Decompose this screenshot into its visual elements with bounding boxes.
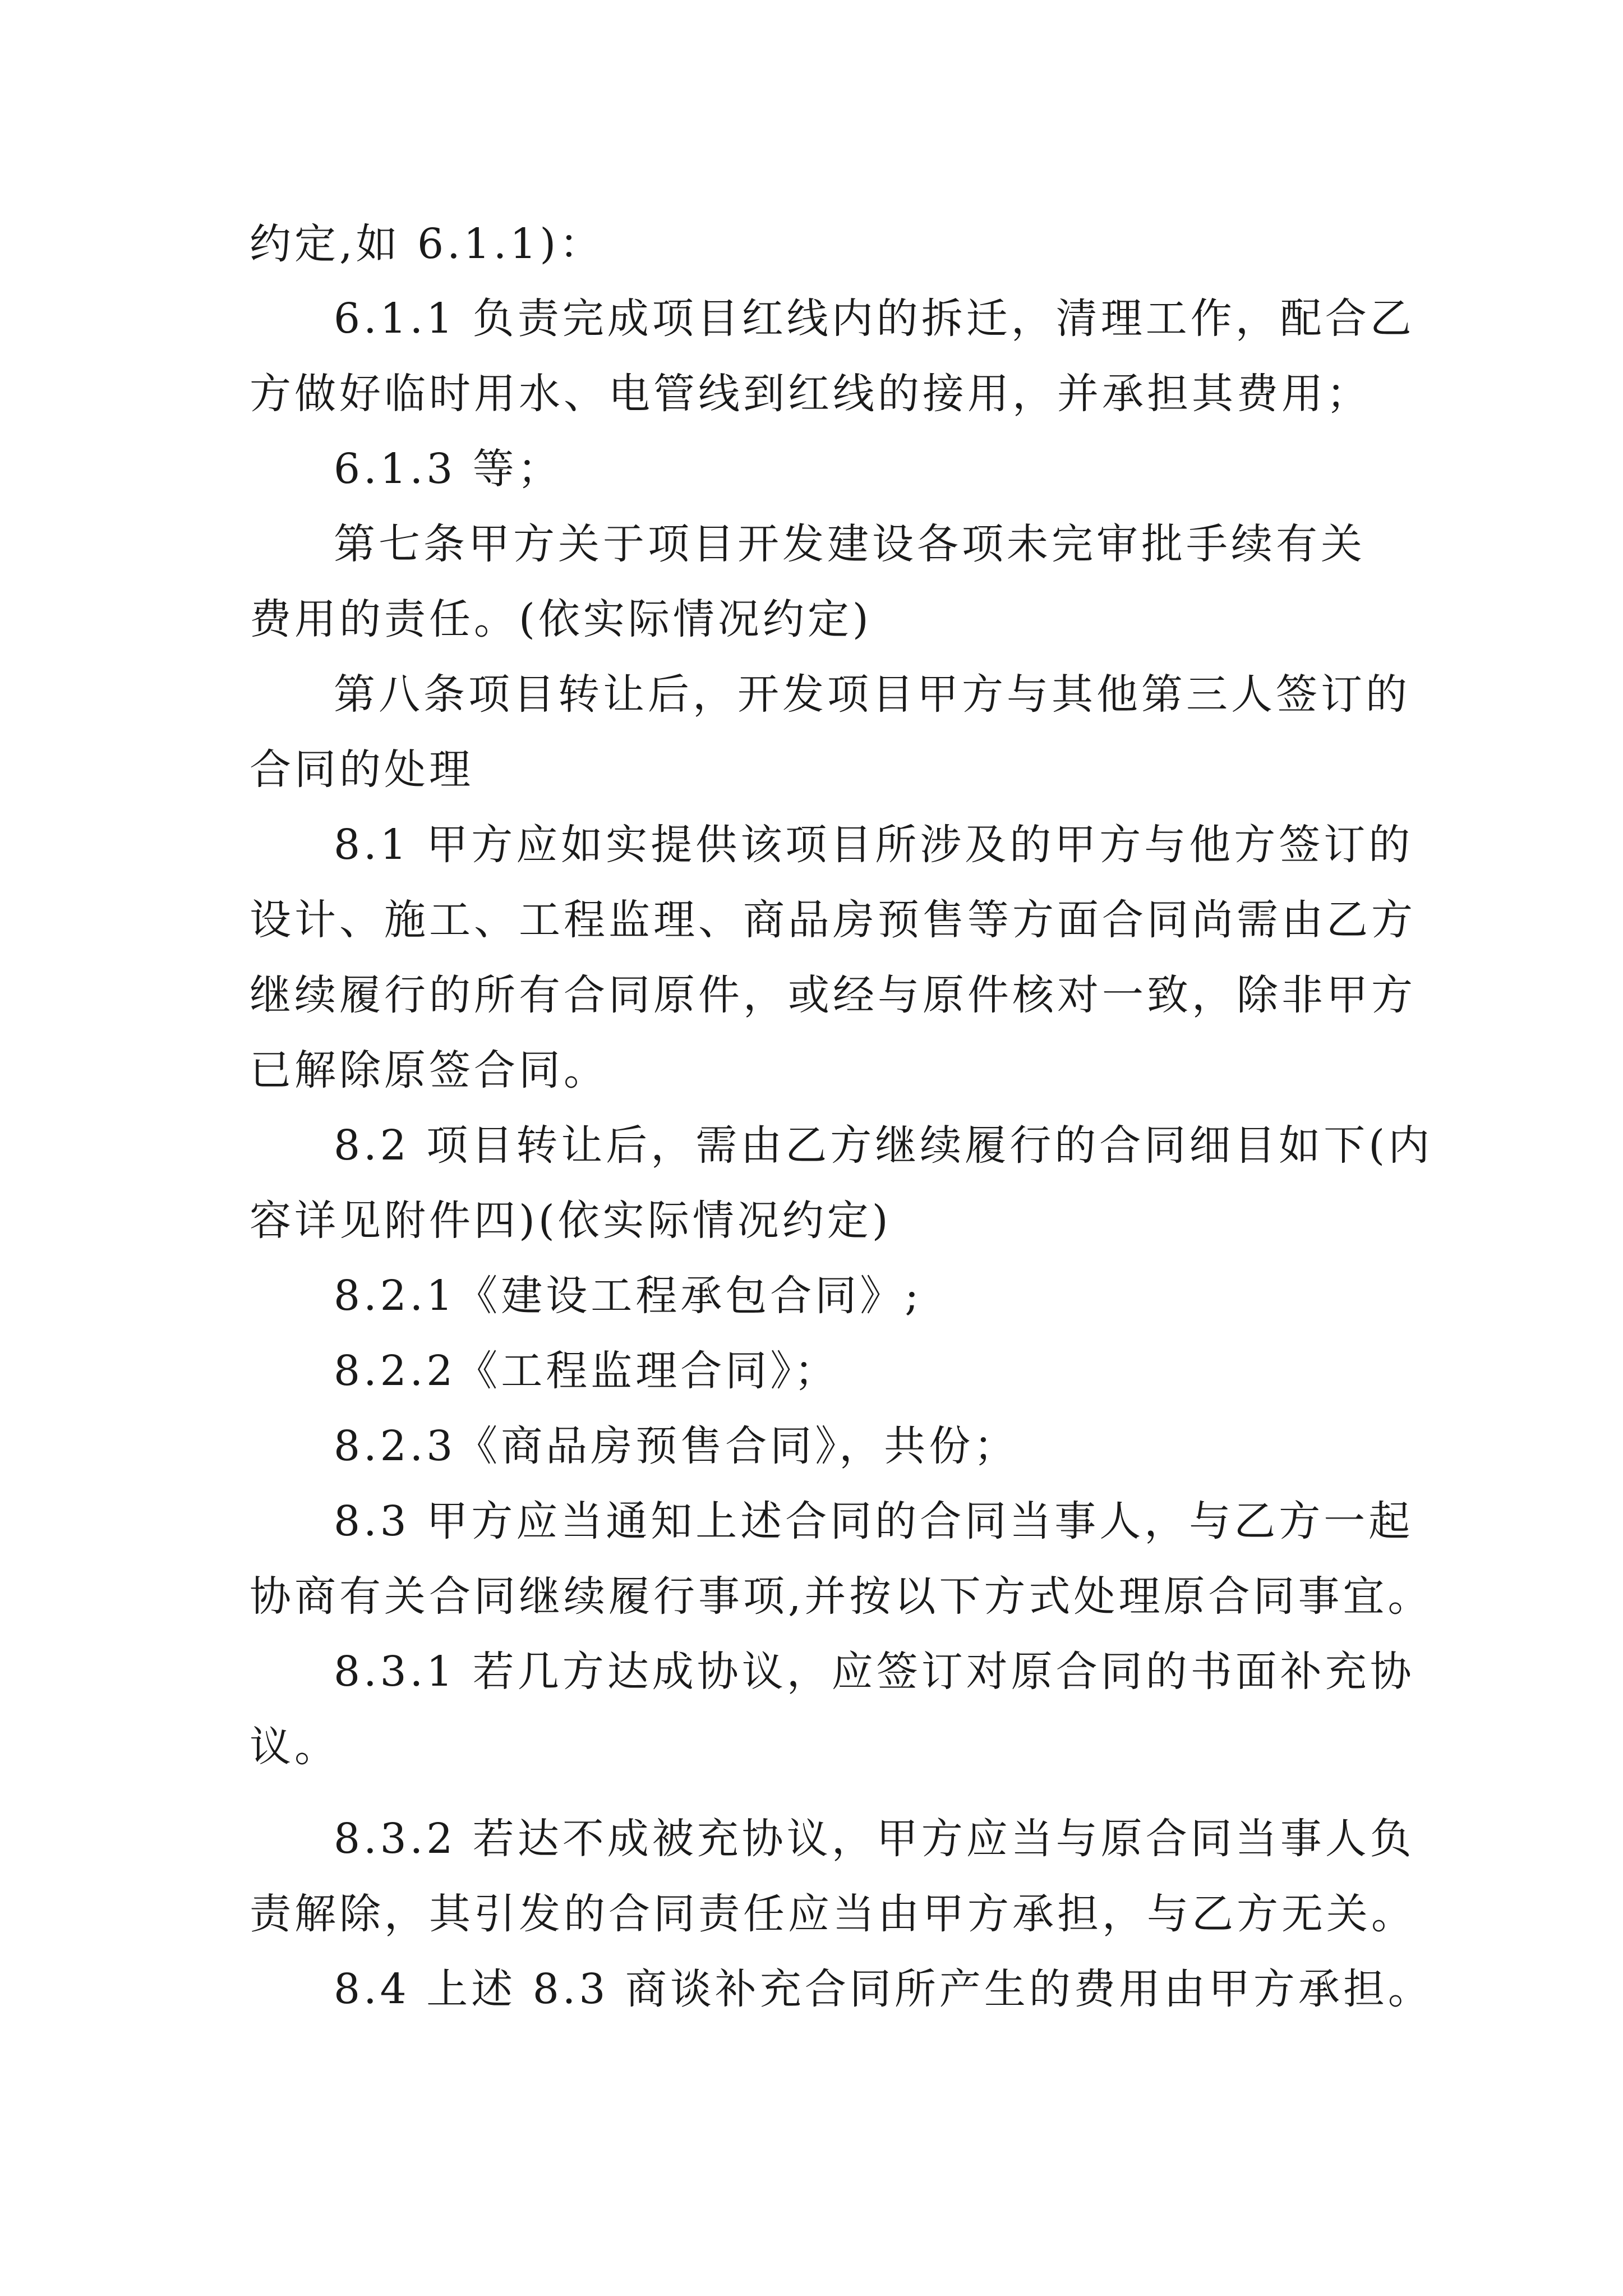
text-line: 费用的责任。(依实际情况约定) xyxy=(250,595,872,643)
text-line: 协商有关合同继续履行事项,并按以下方式处理原合同事宜。 xyxy=(250,1572,1433,1621)
text-line: 容详见附件四)(依实际情况约定) xyxy=(250,1197,892,1245)
text-line: 8.3.1 若几方达成协议，应签订对原合同的书面补充协 xyxy=(334,1648,1415,1696)
text-line: 8.2.2《工程监理合同》； xyxy=(334,1347,840,1395)
text-line: 合同的处理 xyxy=(250,746,474,794)
text-line: 议。 xyxy=(250,1723,339,1771)
text-line: 约定,如 6.1.1)： xyxy=(250,220,605,268)
text-line: 6.1.3 等； xyxy=(334,445,562,493)
text-line: 设计、施工、工程监理、商品房预售等方面合同尚需由乙方 xyxy=(250,896,1416,944)
text-line: 已解除原签合同。 xyxy=(250,1046,608,1094)
text-line: 6.1.1 负责完成项目红线内的拆迁，清理工作，配合乙 xyxy=(334,295,1415,343)
text-line: 8.3.2 若达不成被充协议，甲方应当与原合同当事人负 xyxy=(334,1815,1415,1863)
text-line: 8.2.1《建设工程承包合同》; xyxy=(334,1272,923,1320)
text-line: 责解除，其引发的合同责任应当由甲方承担，与乙方无关。 xyxy=(250,1890,1416,1938)
text-line: 8.3 甲方应当通知上述合同的合同当事人，与乙方一起 xyxy=(334,1497,1414,1545)
text-line: 第八条项目转让后，开发项目甲方与其他第三人签订的 xyxy=(334,670,1410,719)
text-line: 方做好临时用水、电管线到红线的接用，并承担其费用； xyxy=(250,370,1371,418)
text-line: 第七条甲方关于项目开发建设各项未完审批手续有关 xyxy=(334,520,1366,568)
text-line: 8.2 项目转让后，需由乙方继续履行的合同细目如下(内 xyxy=(334,1121,1433,1170)
text-line: 8.4 上述 8.3 商谈补充合同所产生的费用由甲方承担。 xyxy=(334,1965,1433,2013)
text-line: 8.1 甲方应如实提供该项目所涉及的甲方与他方签订的 xyxy=(334,821,1414,869)
text-line: 8.2.3《商品房预售合同》，共份； xyxy=(334,1422,1019,1470)
text-line: 继续履行的所有合同原件，或经与原件核对一致，除非甲方 xyxy=(250,971,1416,1019)
